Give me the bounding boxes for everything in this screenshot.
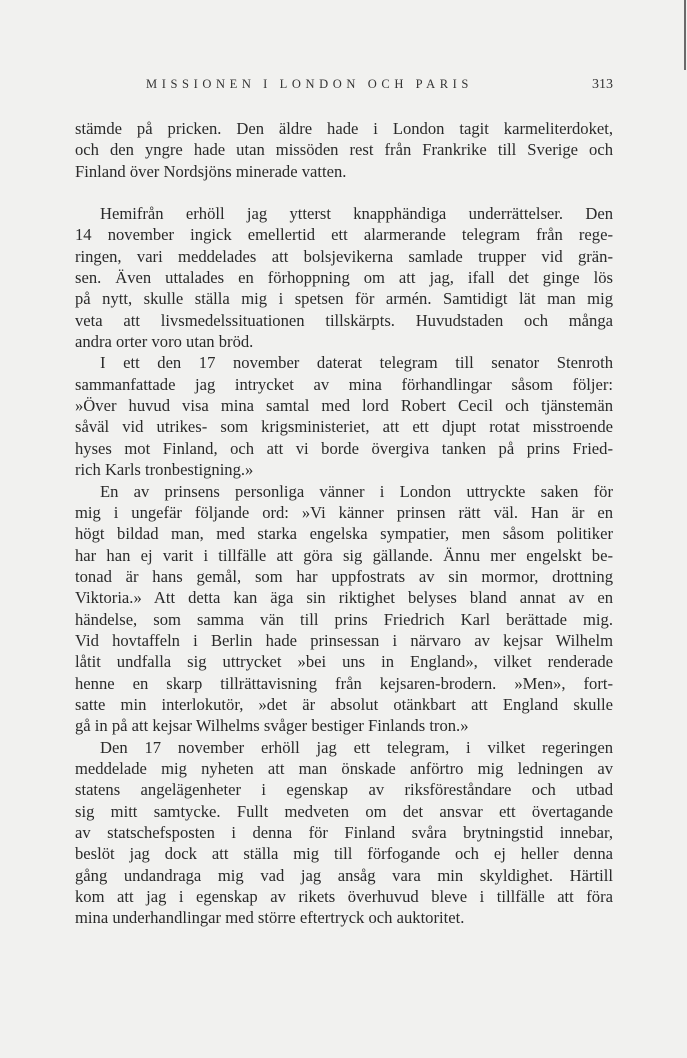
paragraph-gap	[75, 182, 613, 203]
text-line: En av prinsens personliga vänner i London uttryckte saken för	[100, 481, 613, 501]
text-line: av statschefsposten i denna för Finland svåra brytningstid innebar,	[75, 823, 613, 842]
text-line: rich Karls tronbestigning.»	[75, 460, 254, 480]
text-line: kom att jag i egenskap av rikets överhuvud bleve i tillfälle att föra	[75, 887, 613, 907]
body-text	[75, 118, 613, 929]
text-line: gå in på att kejsar Wilhelms svåger bestiger Finlands tron.»	[75, 716, 469, 736]
text-line: sig mitt samtycke. Fullt medveten om det ansvar ett övertagande	[75, 801, 613, 821]
text-line: ringen, vari meddelades att bolsjevikerna samlade trupper vid grän-	[75, 246, 613, 266]
text-line: tonad är hans gemål, som har uppfostrats av sin mormor, drottning	[75, 566, 613, 586]
text-line: Vid hovtaffeln i Berlin hade prinsessan i närvaro av kejsar Wilhelm	[75, 630, 613, 650]
text-line: henne en skarp tillrättavisning från kejsaren-brodern. »Men», fort-	[75, 673, 613, 693]
page-edge-line	[684, 0, 686, 70]
running-header	[75, 77, 615, 97]
text-line: Hemifrån erhöll jag ytterst knapphändiga underrättelser. Den	[100, 204, 613, 224]
text-line: har han ej varit i tillfälle att göra sig gällande. Ännu mer engelskt be-	[75, 545, 613, 565]
text-line: statens angelägenheter i egenskap av riksföreståndare och utbad	[75, 780, 613, 800]
paragraph	[75, 481, 613, 737]
text-line: beslöt jag dock att ställa mig till förfogande och ej heller denna	[75, 844, 613, 864]
text-line: låtit undfalla sig uttrycket »bei uns in England», vilket renderade	[75, 652, 613, 672]
text-line: händelse, som samma vän till prins Friedrich Karl berättade mig.	[75, 609, 613, 629]
text-line: veta att livsmedelssituationen tillskärpts. Huvudstaden och många	[75, 310, 613, 330]
text-line: 14 november ingick emellertid ett alarmerande telegram från rege-	[75, 225, 613, 245]
text-line: sammanfattade jag intrycket av mina förhandlingar såsom följer:	[75, 374, 613, 394]
text-line: och den yngre hade utan missöden rest från Frankrike till Sverige och	[75, 140, 613, 160]
text-line: på nytt, skulle ställa mig i spetsen för armén. Samtidigt lät man mig	[75, 289, 613, 309]
text-line: andra orter voro utan bröd.	[75, 332, 254, 352]
text-line: mig i ungefär följande ord: »Vi känner prinsen rätt väl. Han är en	[75, 502, 613, 522]
running-title: MISSIONEN I LONDON OCH PARIS	[146, 77, 473, 91]
text-line: gång undandraga mig vad jag ansåg vara min skyldighet. Härtill	[75, 865, 613, 885]
text-line: Finland över Nordsjöns minerade vatten.	[75, 161, 347, 181]
text-line: sen. Även uttalades en förhoppning om att jag, ifall det ginge lös	[75, 268, 613, 288]
text-line: Den 17 november erhöll jag ett telegram, i vilket regeringen	[100, 737, 613, 757]
text-line: högt bildad man, med starka engelska sympatier, men såsom politiker	[75, 524, 613, 544]
text-line: stämde på pricken. Den äldre hade i London tagit karmeliterdoket,	[75, 119, 613, 138]
text-line: mina underhandlingar med större eftertryck och auktoritet.	[75, 908, 465, 928]
text-line: Viktoria.» Att detta kan äga sin riktighet belyses bland annat av en	[75, 588, 613, 608]
paragraph	[75, 352, 613, 480]
text-line: I ett den 17 november daterat telegram till senator Stenroth	[100, 353, 613, 373]
text-line: hyses mot Finland, och att vi borde övergiva tanken på prins Fried-	[75, 438, 613, 458]
paragraph	[75, 737, 613, 929]
text-line: såväl vid utrikes- som krigsministeriet, att ett djupt rotat misstroende	[75, 417, 613, 437]
text-line: »Över huvud visa mina samtal med lord Robert Cecil och tjänstemän	[75, 396, 613, 416]
text-line: satte min interlokutör, »det är absolut otänkbart att England skulle	[75, 694, 613, 714]
paragraph	[75, 203, 613, 352]
page-number: 313	[592, 77, 613, 92]
text-line: meddelade mig nyheten att man önskade anförtro mig ledningen av	[75, 758, 613, 778]
paragraph	[75, 118, 613, 182]
